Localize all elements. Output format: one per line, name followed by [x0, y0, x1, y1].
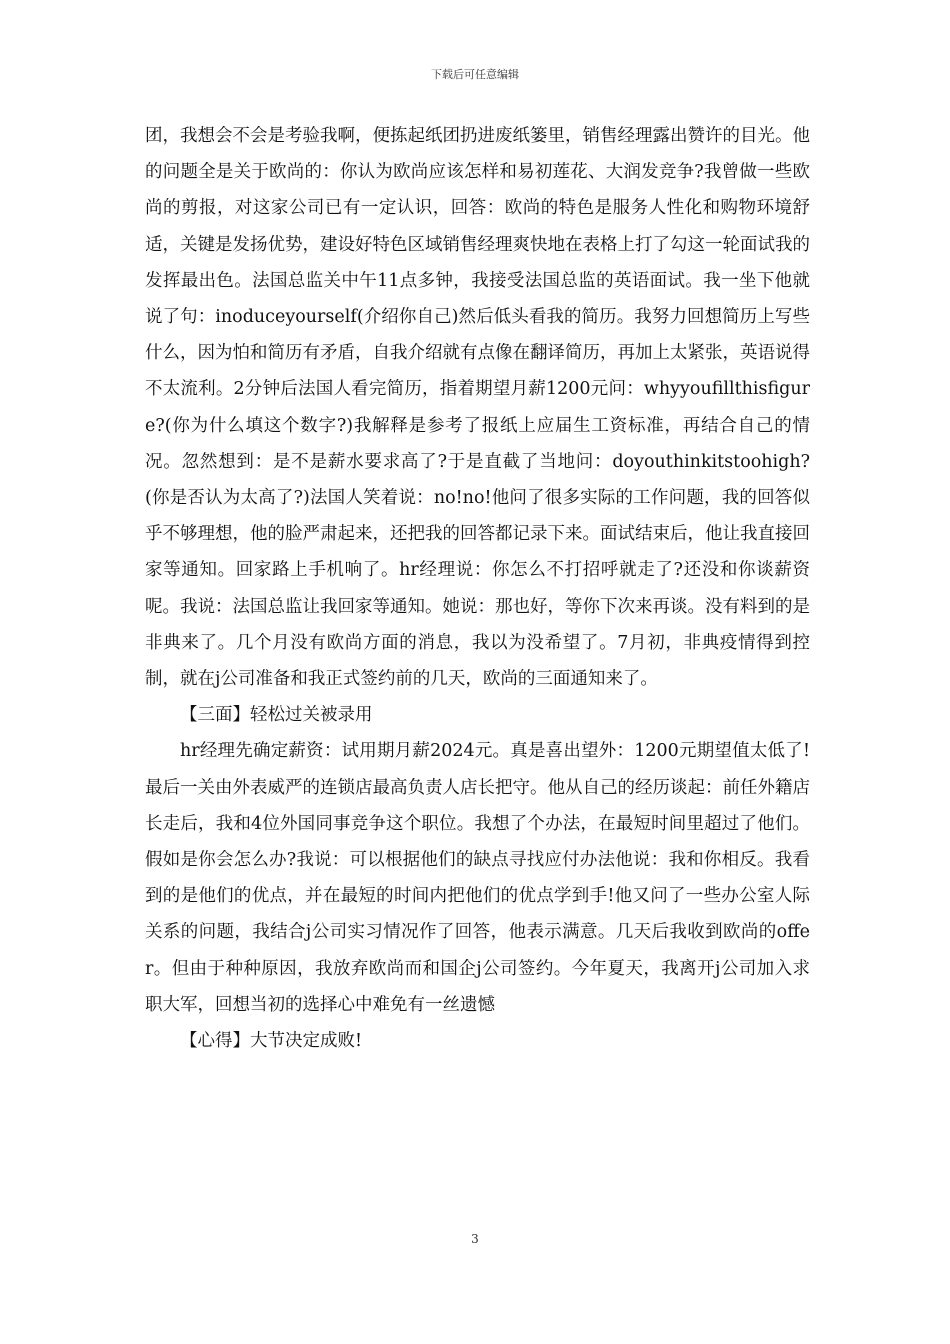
heading-third-interview: 【三面】轻松过关被录用	[180, 705, 373, 726]
page-header: 下载后可任意编辑	[431, 68, 519, 81]
document-body	[145, 118, 810, 1059]
heading-reflection: 【心得】大节决定成败!	[180, 1031, 363, 1052]
page-number: 3	[471, 1232, 479, 1246]
paragraph-interview-second: 团，我想会不会是考验我啊，便拣起纸团扔进废纸篓里，销售经理露出赞许的目光。他的问题全是关于欧尚的：你认为欧尚应该怎样和易初莲花、大润发竞争?我曾做一些欧尚的剪报，对这家公司已有一定认识，回答：欧尚的特色是服务人性化和购物环境舒适，关键是发扬优势，建设好特色区域销售经理爽快地在表格上打了勾这一轮面试我的发挥最出色。法国总监关中午11点多钟，我接受法国总监的英语面试。我一坐下他就说了句：inoduceyourself(介绍你自己)然后低头看我的简历。我努力回想简历上写些什么，因为怕和简历有矛盾，自我介绍就有点像在翻译简历，再加上太紧张，英语说得不太流利。2分钟后法国人看完简历，指着期望月薪1200元问：whyyoufillthisfigure?(你为什么填这个数字?)我解释是参考了报纸上应届生工资标准，再结合自己的情况。忽然想到：是不是薪水要求高了?于是直截了当地问：doyouthinkitstoohigh?(你是否认为太高了?)法国人笑着说：no!no!他问了很多实际的工作问题，我的回答似乎不够理想，他的脸严肃起来，还把我的回答都记录下来。面试结束后，他让我直接回家等通知。回家路上手机响了。hr经理说：你怎么不打招呼就走了?还没和你谈薪资呢。我说：法国总监让我回家等通知。她说：那也好，等你下次来再谈。没有料到的是非典来了。几个月没有欧尚方面的消息，我以为没希望了。7月初，非典疫情得到控制，就在j公司准备和我正式签约前的几天，欧尚的三面通知来了。	[145, 126, 810, 690]
paragraph-interview-third: hr经理先确定薪资：试用期月薪2024元。真是喜出望外：1200元期望值太低了!最后一关由外表威严的连锁店最高负责人店长把守。他从自己的经历谈起：前任外籍店长走后，我和4位外国同事竞争这个职位。我想了个办法，在最短时间里超过了他们。假如是你会怎么办?我说：可以根据他们的缺点寻找应付办法他说：我和你相反。我看到的是他们的优点，并在最短的时间内把他们的优点学到手!他又问了一些办公室人际关系的问题，我结合j公司实习情况作了回答，他表示满意。几天后我收到欧尚的offer。但由于种种原因，我放弃欧尚而和国企j公司签约。今年夏天，我离开j公司加入求职大军，回想当初的选择心中难免有一丝遗憾	[145, 741, 810, 1015]
